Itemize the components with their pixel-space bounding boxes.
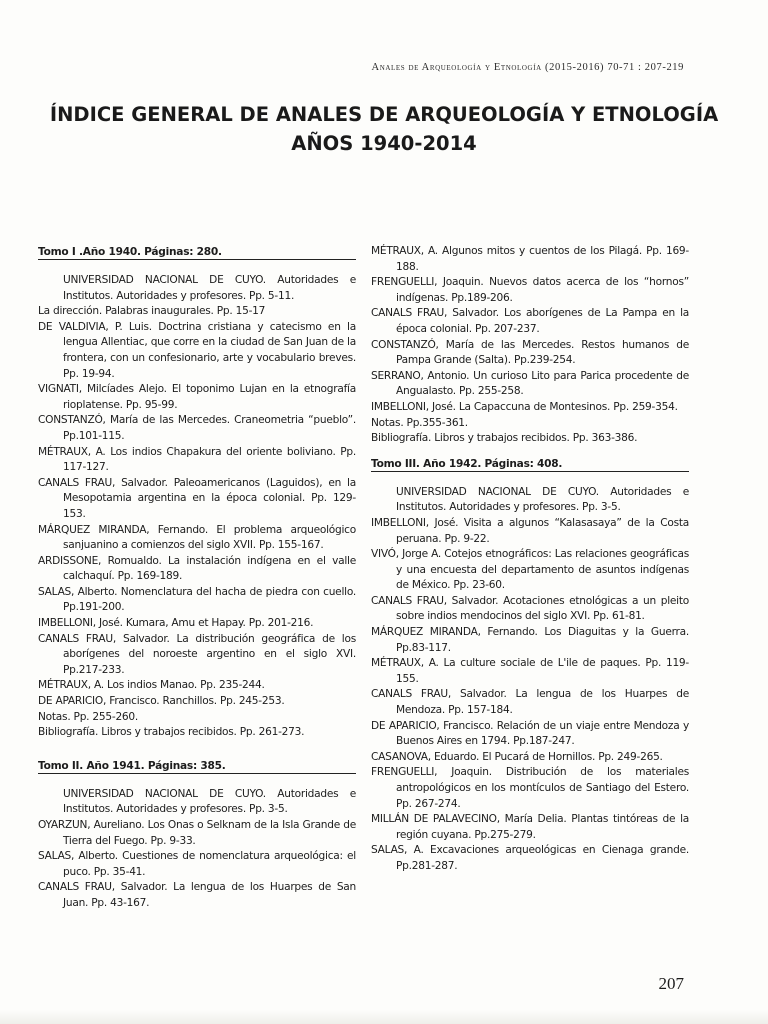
volume-entries-tomo-2-continued [371, 244, 689, 447]
index-entry: MÉTRAUX, A. Los indios Chapakura del oriente boliviano. Pp. 117-127. [38, 445, 356, 474]
index-entry: Notas. Pp. 255-260. [38, 710, 139, 723]
index-entry: MÉTRAUX, A. Algunos mitos y cuentos de los Pilagá. Pp. 169-188. [371, 245, 689, 273]
title-line-2: AÑOS 1940-2014 [291, 132, 477, 155]
index-entry: La dirección. Palabras inaugurales. Pp. 15-17 [38, 305, 266, 318]
section-gap [371, 447, 689, 456]
index-entry: IMBELLONI, José. Visita a algunos “Kalasasaya” de la Costa peruana. Pp. 9-22. [371, 516, 689, 545]
volume-entries-tomo-1 [38, 273, 356, 741]
index-entry: VIVÓ, Jorge A. Cotejos etnográficos: Las relaciones geográficas y una encuesta del departamento de asuntos indígenas de México. Pp. 23-60. [371, 548, 689, 592]
volume-heading-tomo-1: Tomo I .Año 1940. Páginas: 280. [38, 244, 356, 260]
index-entry: CASANOVA, Eduardo. El Pucará de Hornillos. Pp. 249-265. [371, 750, 663, 763]
index-entry: CONSTANZÓ, María de las Mercedes. Restos humanos de Pampa Grande (Salta). Pp.239-254. [371, 338, 689, 367]
index-entry: FRENGUELLI, Joaquin. Distribución de los materiales antropológicos en los montículos de Santiago del Estero. Pp. 267-274. [371, 766, 689, 810]
index-entry: UNIVERSIDAD NACIONAL DE CUYO. Autoridades e Institutos. Autoridades y profesores. Pp. 3-5. [63, 787, 356, 816]
index-entry: MÁRQUEZ MIRANDA, Fernando. El problema arqueológico sanjuanino a comienzos del siglo XVII. Pp. 155-167. [38, 523, 356, 552]
volume-entries-tomo-3 [371, 485, 689, 875]
index-entry: VIGNATI, Milcíades Alejo. El toponimo Lujan en la etnografía rioplatense. Pp. 95-99. [38, 383, 356, 411]
index-entry: DE VALDIVIA, P. Luis. Doctrina cristiana y catecismo en la lengua Allentiac, que corre en la ciudad de San Juan de la frontera, con un confesionario, arte y vocabulario breves. Pp. 19-94. [38, 320, 356, 380]
index-entry: SALAS, Alberto. Nomenclatura del hacha de piedra con cuello. Pp.191-200. [38, 585, 356, 614]
index-entry: UNIVERSIDAD NACIONAL DE CUYO. Autoridades e Institutos. Autoridades y profesores. Pp. 5-11. [63, 274, 356, 302]
index-entry: SALAS, A. Excavaciones arqueológicas en Cienaga grande. Pp.281-287. [371, 844, 689, 872]
volume-heading-tomo-3: Tomo III. Año 1942. Páginas: 408. [371, 456, 689, 472]
index-entry: SALAS, Alberto. Cuestiones de nomenclatura arqueológica: el puco. Pp. 35-41. [38, 850, 356, 878]
page-title [0, 100, 768, 158]
index-entry: Bibliografía. Libros y trabajos recibidos. Pp. 261-273. [38, 726, 305, 739]
scan-edge [0, 1010, 768, 1024]
title-line-1: ÍNDICE GENERAL DE ANALES DE ARQUEOLOGÍA Y ETNOLOGÍA [49, 103, 719, 126]
index-entry: Bibliografía. Libros y trabajos recibidos. Pp. 363-386. [371, 432, 638, 445]
index-entry: ARDISSONE, Romualdo. La instalación indígena en el valle calchaquí. Pp. 169-189. [38, 554, 356, 583]
index-entry: IMBELLONI, José. La Capaccuna de Montesinos. Pp. 259-354. [371, 400, 678, 413]
page-number: 207 [658, 974, 684, 993]
index-entry: CANALS FRAU, Salvador. Acotaciones etnológicas a un pleito sobre indios mendocinos del siglo XVI. Pp. 61-81. [371, 594, 689, 623]
index-entry: FRENGUELLI, Joaquin. Nuevos datos acerca de los “hornos” indígenas. Pp.189-206. [371, 276, 689, 304]
index-entry: CANALS FRAU, Salvador. La lengua de los Huarpes de Mendoza. Pp. 157-184. [371, 688, 689, 717]
index-entry: CONSTANZÓ, María de las Mercedes. Craneometria “pueblo”. Pp.101-115. [38, 414, 356, 442]
index-entry: OYARZUN, Aureliano. Los Onas o Selknam de la Isla Grande de Tierra del Fuego. Pp. 9-33. [38, 819, 356, 847]
index-entry: UNIVERSIDAD NACIONAL DE CUYO. Autoridades e Institutos. Autoridades y profesores. Pp. 3-5. [396, 485, 689, 514]
index-entry: MÁRQUEZ MIRANDA, Fernando. Los Diaguitas y la Guerra. Pp.83-117. [371, 626, 689, 654]
index-entry: MÉTRAUX, A. Los indios Manao. Pp. 235-244. [38, 679, 265, 692]
volume-heading-tomo-2: Tomo II. Año 1941. Páginas: 385. [38, 758, 356, 774]
index-entry: CANALS FRAU, Salvador. La lengua de los Huarpes de San Juan. Pp. 43-167. [38, 881, 356, 909]
section-gap [38, 741, 356, 758]
index-entry: CANALS FRAU, Salvador. La distribución geográfica de los aborígenes del noroeste argentino en el siglo XVI. Pp.217-233. [38, 632, 356, 676]
index-entry: CANALS FRAU, Salvador. Paleoamericanos (Laguidos), en la Mesopotamia argentina en la época colonial. Pp. 129- 153. [38, 476, 356, 520]
index-entry: MILLÁN DE PALAVECINO, María Delia. Plantas tintóreas de la región cuyana. Pp.275-279. [371, 813, 689, 841]
index-entry: DE APARICIO, Francisco. Ranchillos. Pp. 245-253. [38, 695, 285, 708]
index-entry: Notas. Pp.355-361. [371, 416, 468, 429]
right-column [371, 244, 689, 875]
index-entry: DE APARICIO, Francisco. Relación de un viaje entre Mendoza y Buenos Aires en 1794. Pp.187-247. [371, 719, 689, 748]
index-entry: IMBELLONI, José. Kumara, Amu et Hapay. Pp. 201-216. [38, 617, 314, 630]
left-column [38, 244, 356, 912]
volume-entries-tomo-2 [38, 787, 356, 912]
running-header: Anales de Arqueología y Etnología (2015-2016) 70-71 : 207-219 [371, 62, 684, 73]
index-entry: SERRANO, Antonio. Un curioso Lito para Parica procedente de Angualasto. Pp. 255-258. [371, 369, 689, 398]
index-entry: CANALS FRAU, Salvador. Los aborígenes de La Pampa en la época colonial. Pp. 207-237. [371, 307, 689, 335]
index-entry: MÉTRAUX, A. La culture sociale de L'ile de paques. Pp. 119- 155. [371, 657, 689, 685]
